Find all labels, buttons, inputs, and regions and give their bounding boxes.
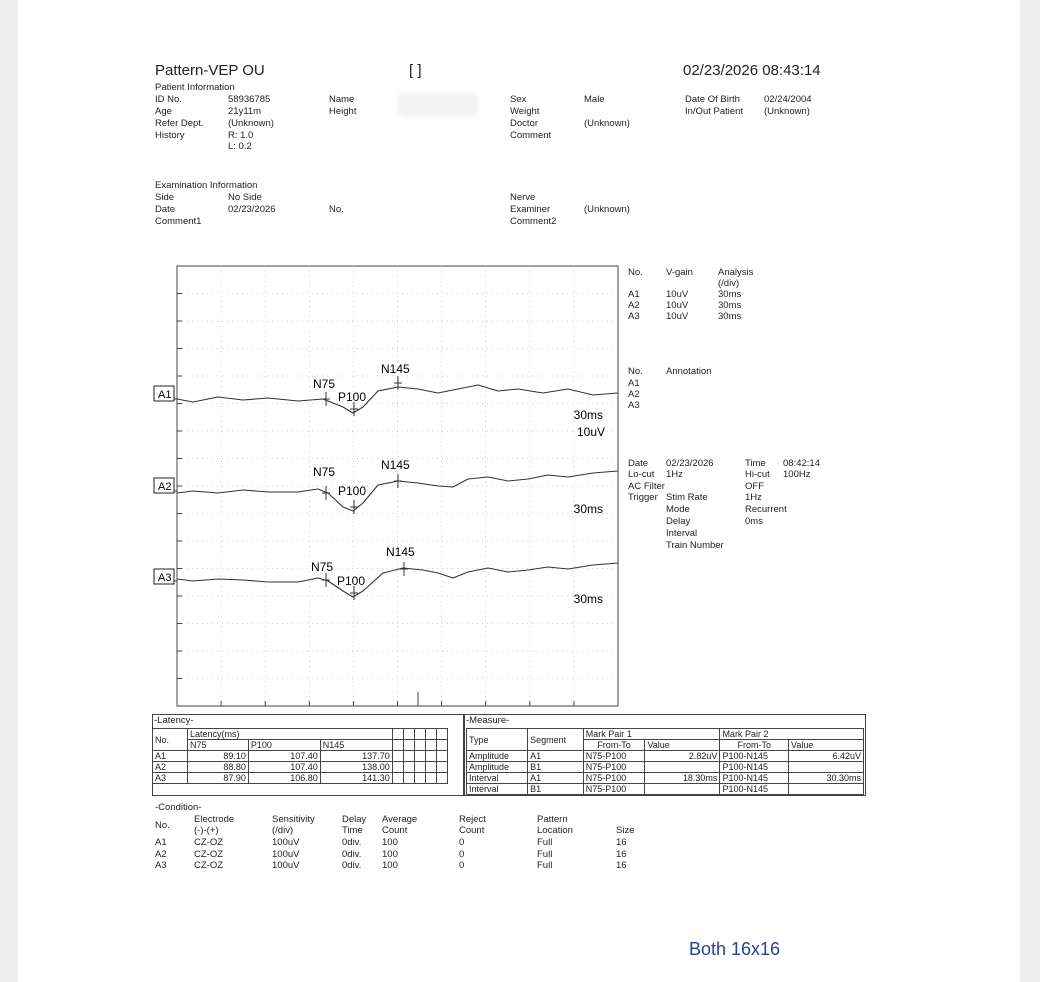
- A2-p100-label: P100: [338, 484, 367, 498]
- stim-rate-label: Stim Rate: [666, 492, 708, 503]
- sex-label: Sex: [510, 94, 527, 105]
- weight-label: Weight: [510, 106, 540, 117]
- latency-no-header: No.: [153, 729, 188, 751]
- sex-value: Male: [584, 94, 605, 105]
- annot-row-2: A2: [628, 389, 640, 400]
- dob-label: Date Of Birth: [685, 94, 740, 105]
- exam-date-label: Date: [155, 204, 176, 215]
- gain-row-2-no: A2: [628, 300, 640, 311]
- cond-electrode-sub: (-)-(+): [194, 825, 219, 836]
- name-label: Name: [329, 94, 355, 105]
- exam-no-label: No.: [329, 204, 344, 215]
- id-value: 58936785: [228, 94, 271, 105]
- cond-row-2-electrode: CZ-OZ: [194, 849, 224, 860]
- channel-A3-text: A3: [158, 572, 172, 584]
- A1-n75-label: N75: [313, 377, 336, 391]
- delay-value: 0ms: [745, 516, 763, 527]
- channel-A1-text: A1: [158, 389, 172, 401]
- gain-row-1-no: A1: [628, 289, 640, 300]
- latency-group-header: Latency(ms): [188, 729, 393, 740]
- report-sheet: [18, 0, 1020, 982]
- annot-header: Annotation: [666, 366, 712, 377]
- age-label: Age: [155, 106, 172, 117]
- cond-row-2-location: Full: [537, 849, 553, 860]
- cond-row-2-avg: 100: [382, 849, 398, 860]
- latency-title: -Latency-: [154, 715, 194, 726]
- gain-row-1-analysis: 30ms: [718, 289, 742, 300]
- id-label: ID No.: [155, 94, 182, 105]
- cond-pattern-sub: Location: [537, 825, 573, 836]
- history-label: History: [155, 130, 185, 141]
- history-r: R: 1.0: [228, 130, 254, 141]
- inout-label: In/Out Patient: [685, 106, 744, 117]
- A3-n75-label: N75: [311, 560, 334, 574]
- cond-row-1-avg: 100: [382, 837, 398, 848]
- locut-value: 1Hz: [666, 469, 683, 480]
- set-time-value: 08:42:14: [783, 458, 820, 469]
- set-time-label: Time: [745, 458, 766, 469]
- gain-row-2-vgain: 10uV: [666, 300, 689, 311]
- cond-row-1-sens: 100uV: [272, 837, 300, 848]
- gain-row-3-vgain: 10uV: [666, 311, 689, 322]
- hicut-label: Hi-cut: [745, 469, 770, 480]
- comment2-label: Comment2: [510, 216, 557, 227]
- ac-filter-label: AC Filter: [628, 481, 665, 492]
- latency-col-n145: N145: [320, 740, 392, 751]
- cond-row-3-no: A3: [155, 860, 167, 871]
- A1-amp-scale: 10uV: [576, 425, 605, 439]
- mark-pair-2-header: Mark Pair 2: [720, 729, 864, 740]
- measure-title: -Measure-: [466, 715, 510, 726]
- delay-label: Delay: [666, 516, 691, 527]
- mode-label: Mode: [666, 504, 690, 515]
- doctor-label: Doctor: [510, 118, 538, 129]
- table-row: Amplitude B1 N75-P100 P100-N145: [467, 762, 864, 773]
- inout-value: (Unknown): [764, 106, 810, 117]
- examiner-value: (Unknown): [584, 204, 630, 215]
- cond-row-2-sens: 100uV: [272, 849, 300, 860]
- A2-n145-label: N145: [381, 458, 410, 472]
- measure-segment-header: Segment: [528, 729, 584, 751]
- cond-row-1-location: Full: [537, 837, 553, 848]
- trigger-label: Trigger: [628, 492, 658, 503]
- train-number-label: Train Number: [666, 540, 724, 551]
- report-title: Pattern-VEP OU: [155, 62, 265, 79]
- gain-row-3-no: A3: [628, 311, 640, 322]
- examiner-label: Examiner: [510, 204, 551, 215]
- cond-row-3-reject: 0: [459, 860, 465, 871]
- cond-row-2-no: A2: [155, 849, 167, 860]
- side-label: Side: [155, 192, 175, 203]
- cond-row-1-no: A1: [155, 837, 167, 848]
- A1-n145-label: N145: [381, 362, 410, 376]
- bracket-field: [ ]: [409, 62, 422, 79]
- A1-p100-label: P100: [338, 390, 367, 404]
- waveform-traces: [171, 385, 618, 597]
- table-row: A2 88.80 107.40 138.00: [153, 762, 448, 773]
- nerve-label: Nerve: [510, 192, 536, 203]
- cond-row-1-delay: 0div.: [342, 837, 362, 848]
- comment1-label: Comment1: [155, 216, 202, 227]
- history-l: L: 0.2: [228, 141, 252, 152]
- latency-col-p100: P100: [248, 740, 320, 751]
- cond-row-1-reject: 0: [459, 837, 465, 848]
- cond-delay-header: Delay: [342, 814, 367, 825]
- ac-filter-value: OFF: [745, 481, 764, 492]
- measure-table: Type Segment Mark Pair 1 Mark Pair 2 From-To Value From-To Value Amplitude A1 N75-P100 2.82uV P100-N145 6.42uV Amplitude B1 N75-P100 P100-N145 Interval A1 N75-P100 18.30ms P100-N145 30.30ms Interval B1 N75-P100 P100-N145: [466, 728, 864, 795]
- set-date-label: Date: [628, 458, 649, 469]
- cond-reject-header: Reject: [459, 814, 486, 825]
- cond-row-3-avg: 100: [382, 860, 398, 871]
- cond-average-sub: Count: [382, 825, 408, 836]
- locut-label: Lo-cut: [628, 469, 655, 480]
- cond-row-3-location: Full: [537, 860, 553, 871]
- stim-rate-value: 1Hz: [745, 492, 762, 503]
- size-note: Both 16x16: [689, 939, 781, 959]
- report-datetime: 02/23/2026 08:43:14: [683, 62, 821, 79]
- measure-type-header: Type: [467, 729, 528, 751]
- latency-col-n75: N75: [188, 740, 249, 751]
- cond-row-3-sens: 100uV: [272, 860, 300, 871]
- annot-no-header: No.: [628, 366, 643, 377]
- A2-n75-label: N75: [313, 465, 336, 479]
- cond-sens-sub: (/div): [272, 825, 294, 836]
- table-row: Interval B1 N75-P100 P100-N145: [467, 784, 864, 795]
- doctor-value: (Unknown): [584, 118, 630, 129]
- A2-time-scale: 30ms: [573, 502, 603, 516]
- table-row: A1 89.10 107.40 137.70: [153, 751, 448, 762]
- gain-row-3-analysis: 30ms: [718, 311, 742, 322]
- age-value: 21y11m: [228, 106, 262, 117]
- side-value: No Side: [228, 192, 262, 203]
- cond-size-header: Size: [616, 825, 635, 836]
- table-row: Amplitude A1 N75-P100 2.82uV P100-N145 6.42uV: [467, 751, 864, 762]
- per-div-header: (/div): [718, 278, 740, 289]
- interval-label: Interval: [666, 528, 698, 539]
- analysis-header: Analysis: [718, 267, 754, 278]
- gain-no-header: No.: [628, 267, 643, 278]
- vgain-header: V-gain: [666, 267, 693, 278]
- cond-row-1-size: 16: [616, 837, 627, 848]
- mark-pair-1-header: Mark Pair 1: [583, 729, 720, 740]
- cond-row-2-reject: 0: [459, 849, 465, 860]
- exam-section-label: Examination Information: [155, 180, 258, 191]
- cond-row-3-electrode: CZ-OZ: [194, 860, 224, 871]
- channel-label-A1: [154, 386, 174, 401]
- cond-pattern-header: Pattern: [537, 814, 568, 825]
- waveform-plot: [148, 262, 628, 714]
- cond-sens-header: Sensitivity: [272, 814, 315, 825]
- refer-value: (Unknown): [228, 118, 274, 129]
- cond-delay-sub: Time: [342, 825, 363, 836]
- cond-row-2-delay: 0div.: [342, 849, 362, 860]
- height-label: Height: [329, 106, 357, 117]
- comment-label: Comment: [510, 130, 552, 141]
- cond-row-2-size: 16: [616, 849, 627, 860]
- cond-row-1-electrode: CZ-OZ: [194, 837, 224, 848]
- cond-electrode-header: Electrode: [194, 814, 235, 825]
- channel-label-A2: [154, 478, 174, 493]
- table-row: Interval A1 N75-P100 18.30ms P100-N145 30.30ms: [467, 773, 864, 784]
- gain-row-1-vgain: 10uV: [666, 289, 689, 300]
- mode-value: Recurrent: [745, 504, 787, 515]
- condition-title: -Condition-: [155, 802, 202, 813]
- dob-value: 02/24/2004: [764, 94, 812, 105]
- cond-row-3-size: 16: [616, 860, 627, 871]
- hicut-value: 100Hz: [783, 469, 811, 480]
- patient-section-label: Patient Information: [155, 82, 235, 93]
- redacted-name: [398, 93, 478, 117]
- cond-row-3-delay: 0div.: [342, 860, 362, 871]
- cond-reject-sub: Count: [459, 825, 485, 836]
- refer-label: Refer Dept.: [155, 118, 204, 129]
- annot-row-1: A1: [628, 378, 640, 389]
- set-date-value: 02/23/2026: [666, 458, 714, 469]
- cond-average-header: Average: [382, 814, 418, 825]
- channel-A2-text: A2: [158, 481, 172, 493]
- table-row: A3 87.90 106.80 141.30: [153, 773, 448, 784]
- gain-row-2-analysis: 30ms: [718, 300, 742, 311]
- exam-date-value: 02/23/2026: [228, 204, 276, 215]
- annot-row-3: A3: [628, 400, 640, 411]
- A3-time-scale: 30ms: [573, 592, 603, 606]
- channel-label-A3: [154, 569, 174, 584]
- cond-no-header: No.: [155, 820, 170, 831]
- latency-table: [152, 728, 448, 784]
- plot-ticks: [177, 294, 574, 707]
- A1-time-scale: 30ms: [573, 408, 603, 422]
- A3-p100-label: P100: [337, 574, 366, 588]
- A3-n145-label: N145: [386, 545, 415, 559]
